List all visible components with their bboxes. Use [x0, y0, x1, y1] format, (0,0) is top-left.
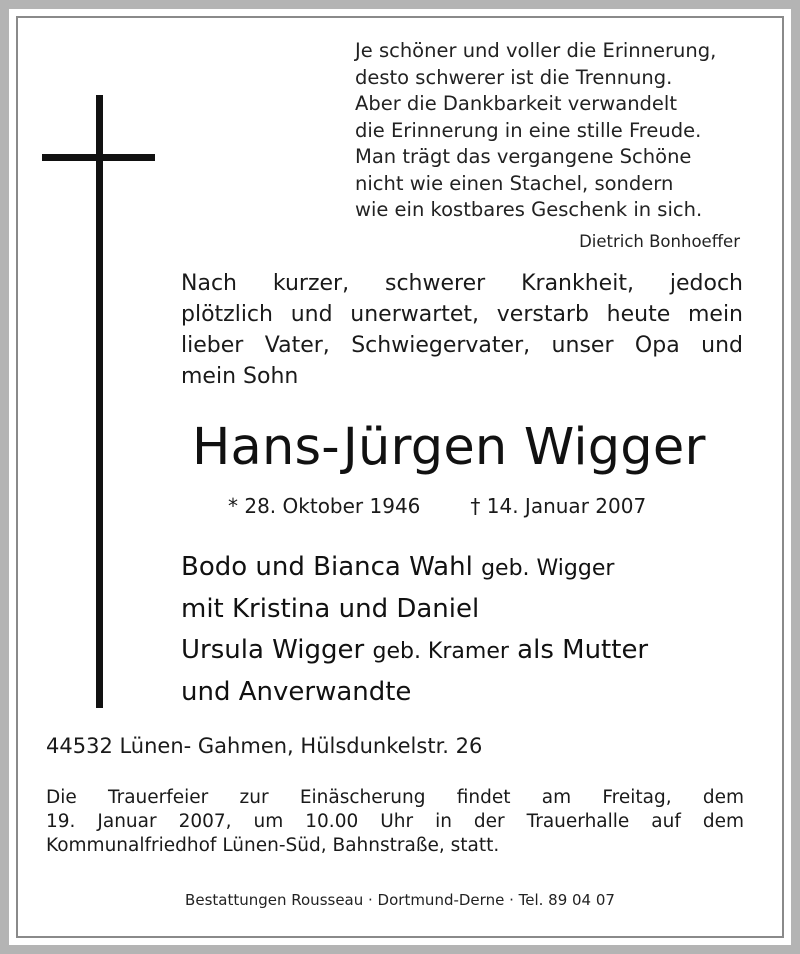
deceased-name: Hans-Jürgen Wigger [192, 418, 706, 477]
poem-line: Man trägt das vergangene Schöne [355, 145, 692, 168]
ceremony-line: Die Trauerfeier zur Einäscherung findet am Freitag, dem [46, 787, 744, 808]
maiden-name: geb. Wigger [481, 556, 615, 581]
poem-line: wie ein kostbares Geschenk in sich. [355, 198, 703, 221]
cross-vertical-bar [96, 95, 103, 708]
mourner-line [181, 547, 648, 589]
mourner-name: Bodo und Bianca Wahl [181, 552, 473, 582]
ceremony-notice [46, 786, 744, 858]
address: 44532 Lünen- Gahmen, Hülsdunkelstr. 26 [46, 734, 483, 758]
mourner-line: und Anverwandte [181, 677, 412, 707]
life-dates [228, 494, 646, 518]
announcement-line: lieber Vater, Schwiegervater, unser Opa und [181, 333, 743, 358]
death-announcement [181, 268, 743, 392]
death-date: † 14. Januar 2007 [470, 494, 647, 518]
mourner-line [181, 630, 648, 672]
poem-line: die Erinnerung in eine stille Freude. [355, 118, 702, 142]
poem-line: Je schöner und voller die Erinnerung, [355, 39, 717, 62]
mourner-name: Ursula Wigger [181, 635, 365, 665]
ceremony-line: 19. Januar 2007, um 10.00 Uhr in der Trauerhalle auf dem [46, 811, 744, 832]
announcement-line: Nach kurzer, schwerer Krankheit, jedoch [181, 271, 743, 296]
mourner-line: mit Kristina und Daniel [181, 594, 480, 624]
announcement-line: plötzlich und unerwartet, verstarb heute mein [181, 302, 743, 327]
poem-author: Dietrich Bonhoeffer [579, 232, 740, 251]
poem-line: desto schwerer ist die Trennung. [355, 65, 673, 89]
maiden-name: geb. Kramer [372, 639, 509, 664]
poem-quote [355, 38, 755, 224]
cross-horizontal-bar [42, 154, 155, 161]
poem-line: nicht wie einen Stachel, sondern [355, 171, 674, 195]
birth-date: * 28. Oktober 1946 [228, 494, 421, 518]
poem-line: Aber die Dankbarkeit verwandelt [355, 92, 677, 115]
relation-label: als Mutter [517, 635, 649, 665]
funeral-home-footer: Bestattungen Rousseau · Dortmund-Derne · Tel. 89 04 07 [185, 891, 615, 909]
ceremony-line: Kommunalfriedhof Lünen-Süd, Bahnstraße, statt. [46, 835, 500, 856]
mourners-list [181, 547, 648, 713]
announcement-line: mein Sohn [181, 364, 299, 389]
